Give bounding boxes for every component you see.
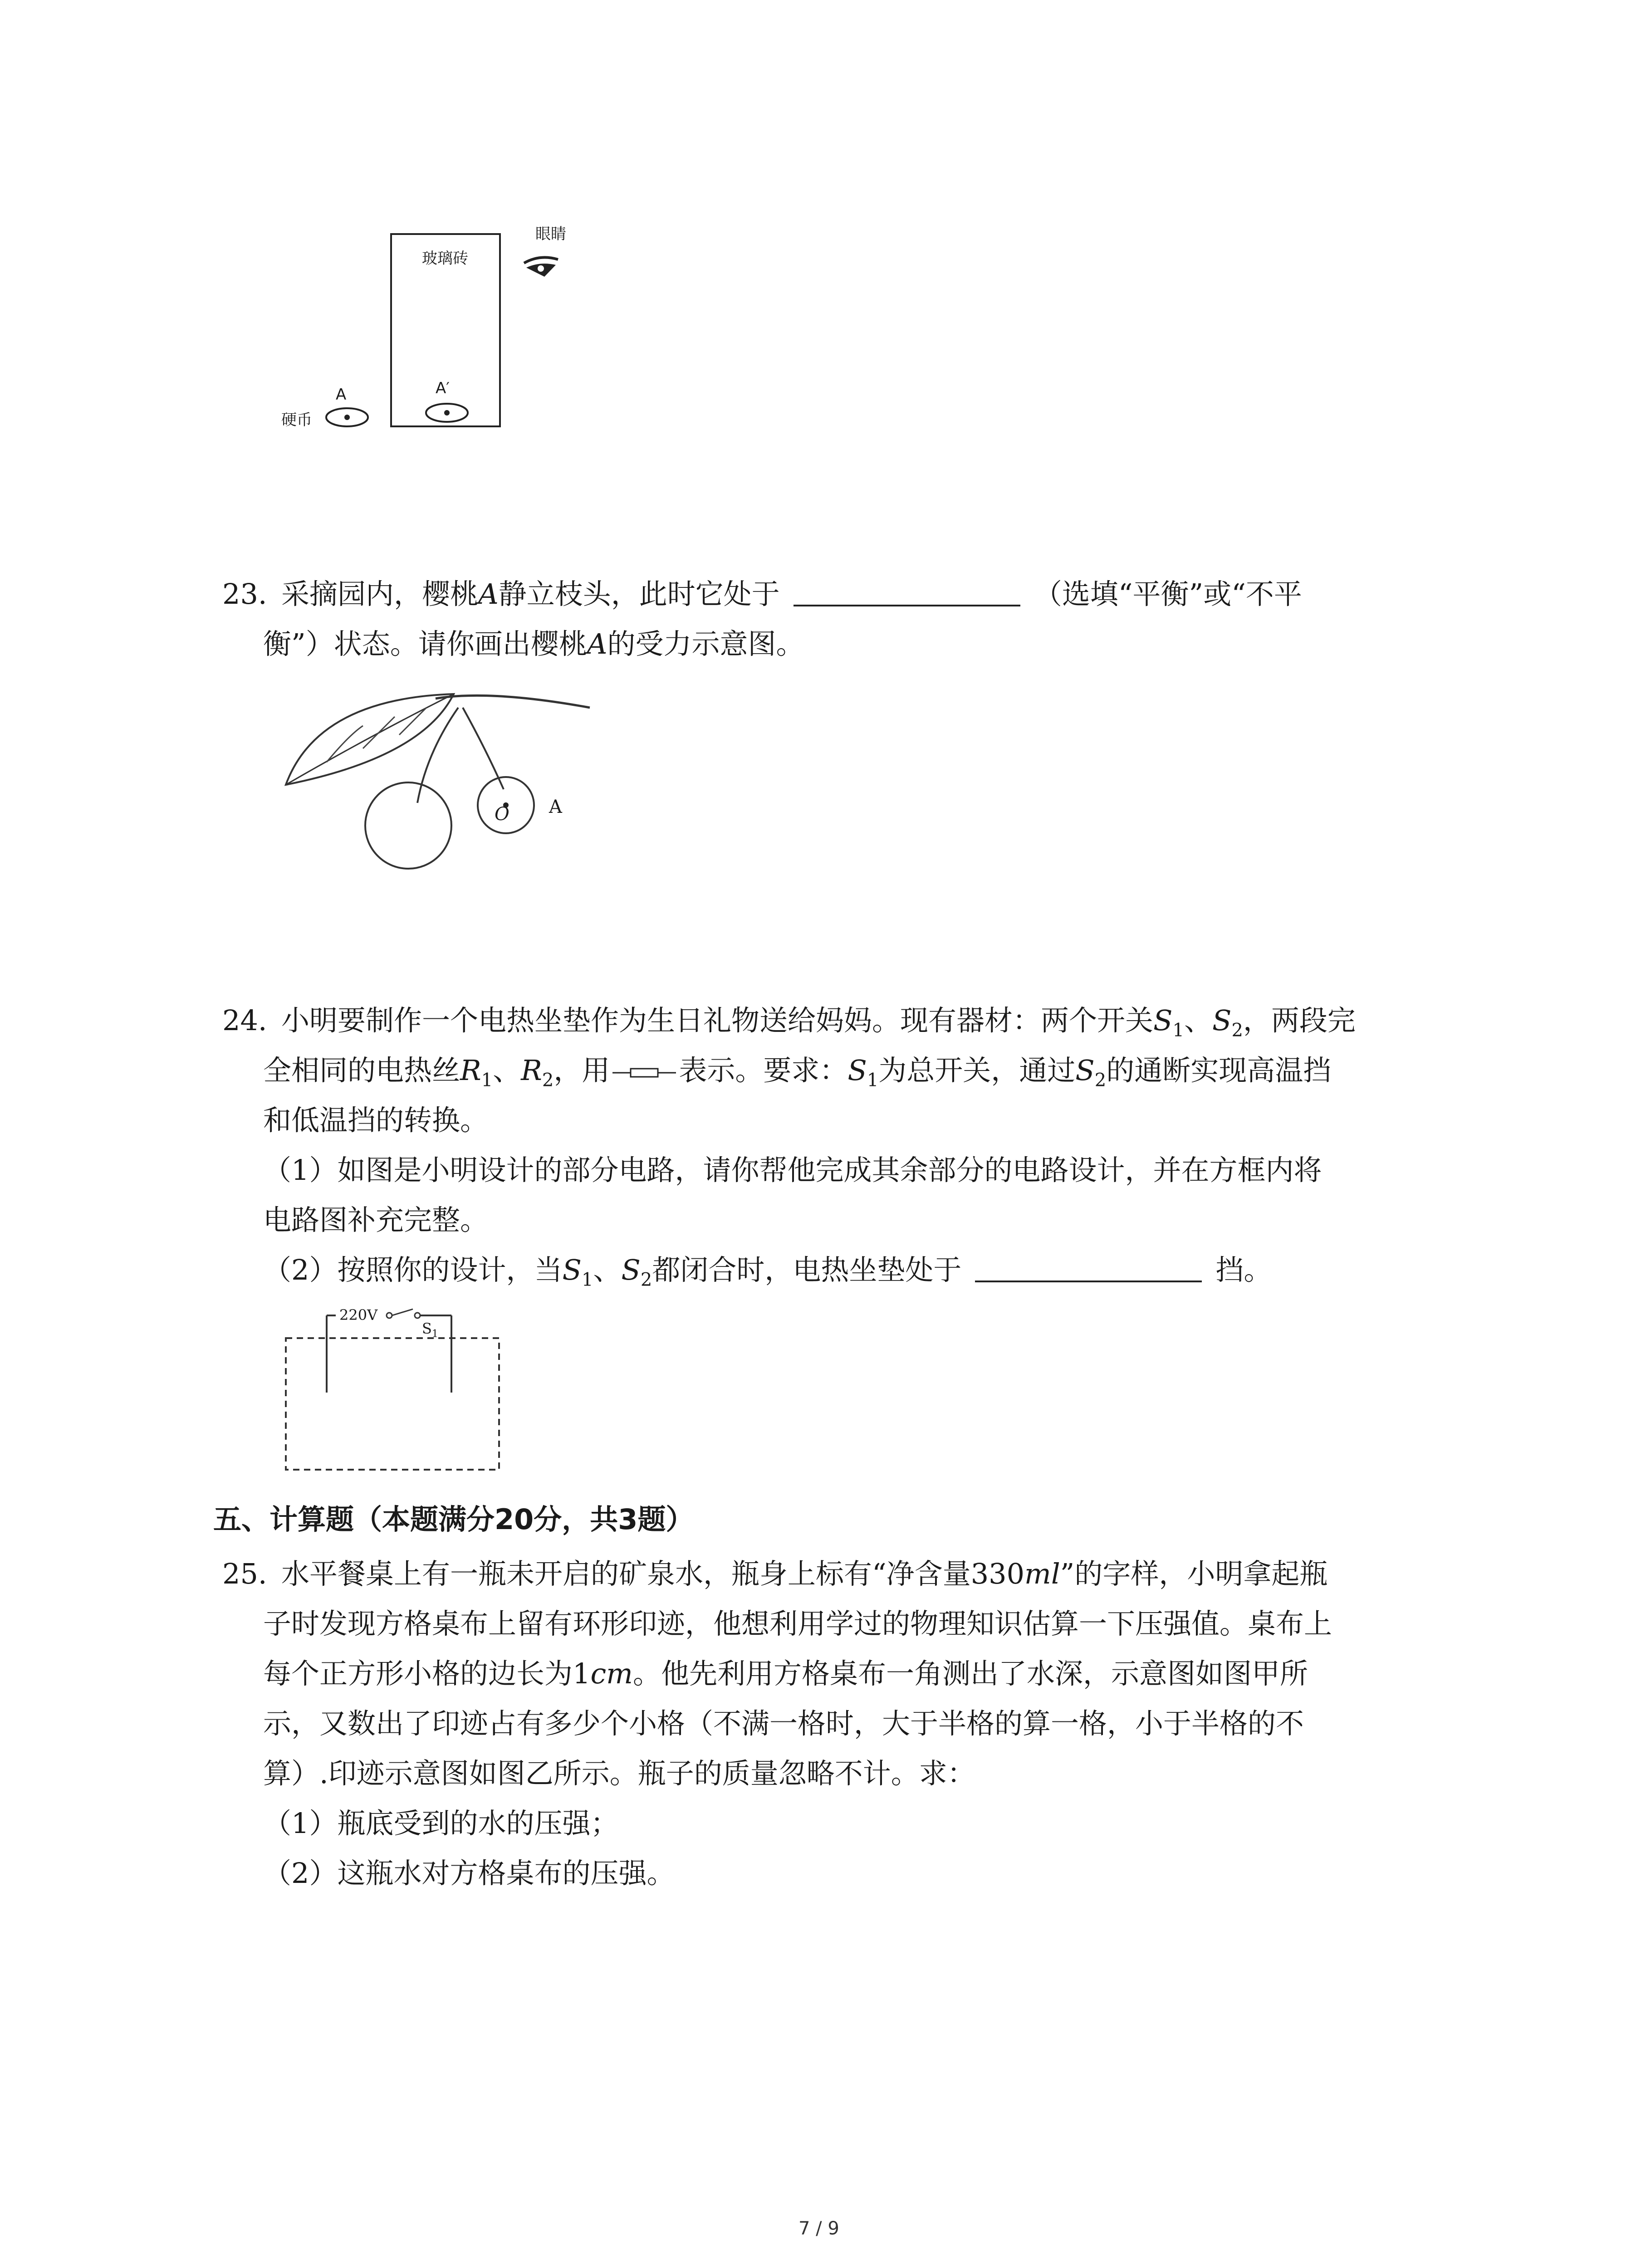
branch xyxy=(436,695,590,708)
separator: 、 xyxy=(493,1054,521,1087)
question-23-line-2 xyxy=(263,617,804,671)
switch-s1-label xyxy=(422,1320,438,1339)
switch-symbol: S xyxy=(621,1253,641,1286)
glass-brick-label: 玻璃砖 xyxy=(422,249,468,268)
question-25-line-1 xyxy=(281,1547,1327,1601)
question-25-line-3 xyxy=(263,1647,1308,1701)
unit-ml: ml xyxy=(1024,1557,1060,1590)
subscript: 1 xyxy=(431,1328,438,1340)
q24-text: ，用 xyxy=(554,1054,610,1087)
q24-text: 表示。要求： xyxy=(679,1054,848,1087)
subscript: 2 xyxy=(542,1070,554,1091)
question-25-line-4: 示，又数出了印迹占有多少个小格（不满一格时，大于半格的算一格，小于半格的不 xyxy=(263,1707,1304,1740)
cherry-large xyxy=(365,782,451,869)
coin-dot xyxy=(344,415,350,420)
cherry-diagram xyxy=(272,680,608,871)
q23-text: 采摘园内，樱桃 xyxy=(281,577,479,611)
q24-text: 为总开关，通过 xyxy=(878,1054,1076,1087)
question-24-part-2 xyxy=(263,1243,1272,1307)
q24-text: ，两段完 xyxy=(1243,1004,1356,1037)
switch-symbol: S xyxy=(1153,1004,1173,1037)
point-a-label: A xyxy=(336,386,347,404)
question-25-part-2: （2）这瓶水对方格桌布的压强。 xyxy=(263,1857,675,1890)
coin-image-dot xyxy=(444,410,450,415)
page-number: 7 / 9 xyxy=(798,2218,839,2239)
resistor-symbol: R xyxy=(460,1054,481,1087)
q25-text: 每个正方形小格的边长为1 xyxy=(263,1657,591,1690)
separator: 、 xyxy=(593,1253,622,1286)
glass-brick-figure xyxy=(272,218,617,445)
voltage-label: 220V xyxy=(339,1306,378,1324)
switch-lever xyxy=(392,1309,413,1315)
resistor-symbol: R xyxy=(521,1054,542,1087)
q23-var-a: A xyxy=(587,627,607,660)
subscript: 1 xyxy=(481,1070,493,1091)
coin-label: 硬币 xyxy=(281,411,312,429)
switch-symbol: S xyxy=(1075,1054,1095,1087)
switch-label-letter: S xyxy=(422,1320,432,1337)
q23-text: （选填“平衡”或“不平 xyxy=(1034,577,1302,611)
q25-text: 。他先利用方格桌布一角测出了水深，示意图如图甲所 xyxy=(632,1657,1308,1690)
eye-label: 眼睛 xyxy=(535,225,566,243)
section-5-title: 五、计算题（本题满分20分，共3题） xyxy=(213,1503,694,1536)
separator: 、 xyxy=(1184,1004,1212,1037)
question-23-line-1 xyxy=(281,567,1302,621)
subscript: 1 xyxy=(867,1070,879,1091)
resistor-icon xyxy=(612,1067,676,1078)
cherry-figure xyxy=(272,680,608,871)
q23-var-a: A xyxy=(478,577,499,611)
circuit-figure xyxy=(277,1302,513,1474)
question-23-number: 23. xyxy=(222,577,267,611)
subscript: 1 xyxy=(1172,1020,1184,1041)
q24-text: 的通断实现高温挡 xyxy=(1106,1054,1332,1087)
q23-text: 静立枝头，此时它处于 xyxy=(498,577,780,611)
q24-text: 挡。 xyxy=(1215,1253,1272,1286)
dashed-design-box xyxy=(286,1338,499,1470)
q25-text: ”的字样，小明拿起瓶 xyxy=(1060,1557,1328,1590)
q23-text: 衡”）状态。请你画出樱桃 xyxy=(263,627,587,660)
question-25-line-5: 算）.印迹示意图如图乙所示。瓶子的质量忽略不计。求： xyxy=(263,1757,975,1790)
subscript: 1 xyxy=(581,1269,593,1290)
point-a-image-label: A′ xyxy=(436,379,450,397)
question-24-part-1-line-2: 电路图补充完整。 xyxy=(263,1203,489,1237)
switch-symbol: S xyxy=(562,1253,582,1286)
q23-answer-blank[interactable] xyxy=(794,577,1020,606)
q24-text: 小明要制作一个电热坐垫作为生日礼物送给妈妈。现有器材：两个开关 xyxy=(281,1004,1154,1037)
cherry-a-label: A xyxy=(549,797,562,817)
q24-text: （2）按照你的设计，当 xyxy=(263,1253,563,1286)
eye-icon xyxy=(524,258,558,277)
subscript: 2 xyxy=(1231,1020,1243,1041)
q24-text: 都闭合时，电热坐垫处于 xyxy=(652,1253,962,1286)
q24-answer-blank[interactable] xyxy=(975,1253,1202,1282)
q25-text: 水平餐桌上有一瓶未开启的矿泉水，瓶身上标有“净含量330 xyxy=(281,1557,1025,1590)
point-o-label: O xyxy=(495,804,509,825)
subscript: 2 xyxy=(1094,1070,1107,1091)
question-25-line-2: 子时发现方格桌布上留有环形印迹，他想利用学过的物理知识估算一下压强值。桌布上 xyxy=(263,1607,1332,1640)
q23-text: 的受力示意图。 xyxy=(607,627,804,660)
question-24-part-1-line-1: （1）如图是小明设计的部分电路，请你帮他完成其余部分的电路设计，并在方框内将 xyxy=(263,1154,1322,1187)
switch-symbol: S xyxy=(847,1054,867,1087)
question-24-number: 24. xyxy=(222,1004,267,1037)
question-24-line-3: 和低温挡的转换。 xyxy=(263,1104,489,1137)
question-25-part-1: （1）瓶底受到的水的压强； xyxy=(263,1807,619,1840)
switch-symbol: S xyxy=(1212,1004,1232,1037)
q24-text: 全相同的电热丝 xyxy=(263,1054,460,1087)
question-25-number: 25. xyxy=(222,1557,267,1590)
circuit-diagram xyxy=(277,1302,513,1474)
subscript: 2 xyxy=(640,1269,652,1290)
leaf-outline xyxy=(286,694,454,785)
unit-cm: cm xyxy=(590,1657,633,1690)
